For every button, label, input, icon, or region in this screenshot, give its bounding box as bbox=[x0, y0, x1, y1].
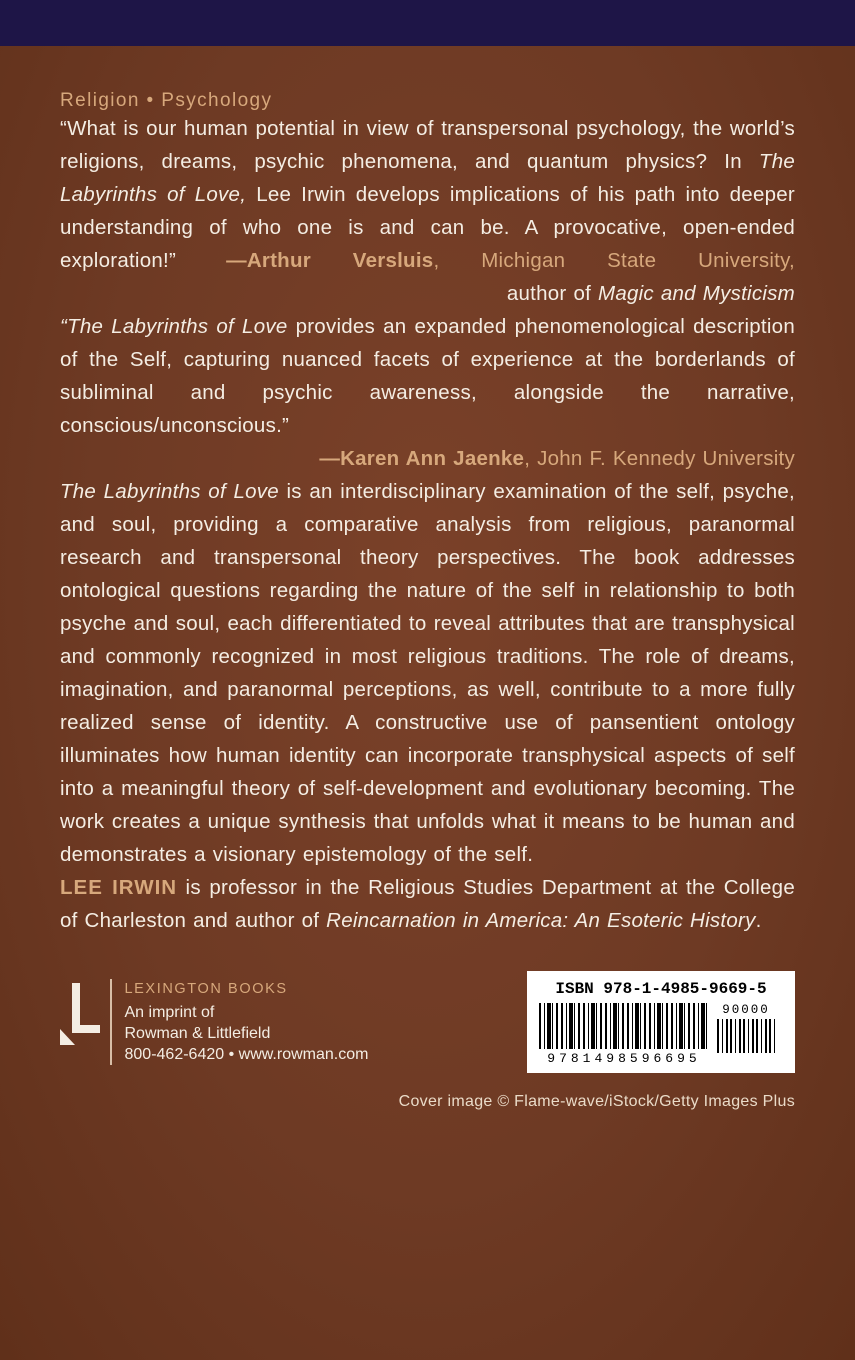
barcode-addon-bars bbox=[717, 1019, 775, 1053]
book-title-italic: The Labyrinths of Love, bbox=[60, 150, 795, 206]
book-title-italic: “The Labyrinths of Love bbox=[60, 315, 288, 338]
description-text: is an interdisciplinary examination of the self, psyche, and soul, providing a comparative analysis from religious, paranormal research and transpersonal theory perspectives. The book addresses ontological questions regarding the nature of the self in relationship to both psyche and soul, each differentiated to reveal attributes that are transphysical and commonly recognized in most religious traditions. The role of dreams, imagination, and paranormal perceptions, as well, contribute to a more fully realized sense of identity. A constructive use of pansentient ontology illuminates how human identity can incorporate transphysical aspects of self into a meaningful theory of self-development and evolutionary becoming. The work creates a unique synthesis that unfolds what it means to be human and demonstrates a visionary epistemology of the self. bbox=[60, 480, 795, 866]
barcode-bars-row bbox=[539, 1003, 783, 1066]
lexington-books-logo bbox=[60, 979, 104, 1065]
endorser-attribution-jaenke bbox=[60, 442, 795, 475]
barcode-main-column bbox=[539, 1003, 709, 1066]
back-cover-content bbox=[0, 90, 855, 1111]
endorser-work-title: Magic and Mysticism bbox=[598, 282, 795, 305]
isbn-number: ISBN 978-1-4985-9669-5 bbox=[555, 980, 767, 998]
bio-text: is professor in the Religious Studies Department at the College of Charleston and author of bbox=[60, 876, 795, 932]
publisher-name: LEXINGTON BOOKS bbox=[124, 981, 288, 997]
endorser-name: —Karen Ann Jaenke bbox=[319, 447, 525, 470]
author-of-text: author of bbox=[506, 282, 598, 305]
barcode-addon-column bbox=[717, 1003, 775, 1053]
barcode-bars bbox=[539, 1003, 709, 1049]
author-name: LEE IRWIN bbox=[60, 876, 178, 899]
category-label: Religion • Psychology bbox=[60, 90, 273, 111]
endorsement-quote-jaenke bbox=[60, 310, 795, 442]
author-work-title: Reincarnation in America: An Esoteric History bbox=[326, 909, 756, 932]
cover-image-credit: Cover image © Flame-wave/iStock/Getty Images Plus bbox=[398, 1093, 795, 1110]
publisher-divider bbox=[110, 979, 112, 1065]
endorser-name: —Arthur Versluis bbox=[226, 249, 434, 272]
publisher-and-barcode-row bbox=[60, 971, 795, 1073]
quote-text: provides an expanded phenomenological description of the Self, capturing nuanced facets of experience at the borderlands of subliminal and psychic awareness, alongside the narrative, conscious/unconscious.” bbox=[60, 315, 795, 437]
top-spine-band bbox=[0, 0, 855, 46]
publisher-block bbox=[60, 979, 368, 1065]
book-description bbox=[60, 475, 795, 871]
bio-text: . bbox=[755, 909, 762, 932]
endorser-work-line bbox=[60, 277, 795, 310]
quote-text: “What is our human potential in view of transpersonal psychology, the world’s religions, dreams, psychic phenomena, and quantum physics? In bbox=[60, 117, 795, 173]
barcode-price-code: 90000 bbox=[722, 1003, 770, 1017]
endorsement-quote-versluis bbox=[60, 112, 795, 277]
publisher-imprint-line: An imprint of bbox=[124, 1004, 215, 1021]
endorser-affiliation: , John F. Kennedy University bbox=[524, 447, 795, 470]
isbn-barcode bbox=[527, 971, 795, 1073]
endorser-affiliation: , Michigan State University, bbox=[433, 249, 795, 272]
barcode-digits: 9781498596695 bbox=[547, 1051, 701, 1066]
publisher-parent-company: Rowman & Littlefield bbox=[124, 1025, 271, 1042]
quote-text: Lee Irwin develops implications of his path into deeper understanding of who one is and can be. A provocative, open-ended exploration!” bbox=[60, 183, 795, 272]
publisher-info bbox=[125, 979, 369, 1065]
book-title-italic: The Labyrinths of Love bbox=[60, 480, 279, 503]
publisher-contact: 800-462-6420 • www.rowman.com bbox=[124, 1046, 369, 1063]
author-bio bbox=[60, 871, 795, 937]
